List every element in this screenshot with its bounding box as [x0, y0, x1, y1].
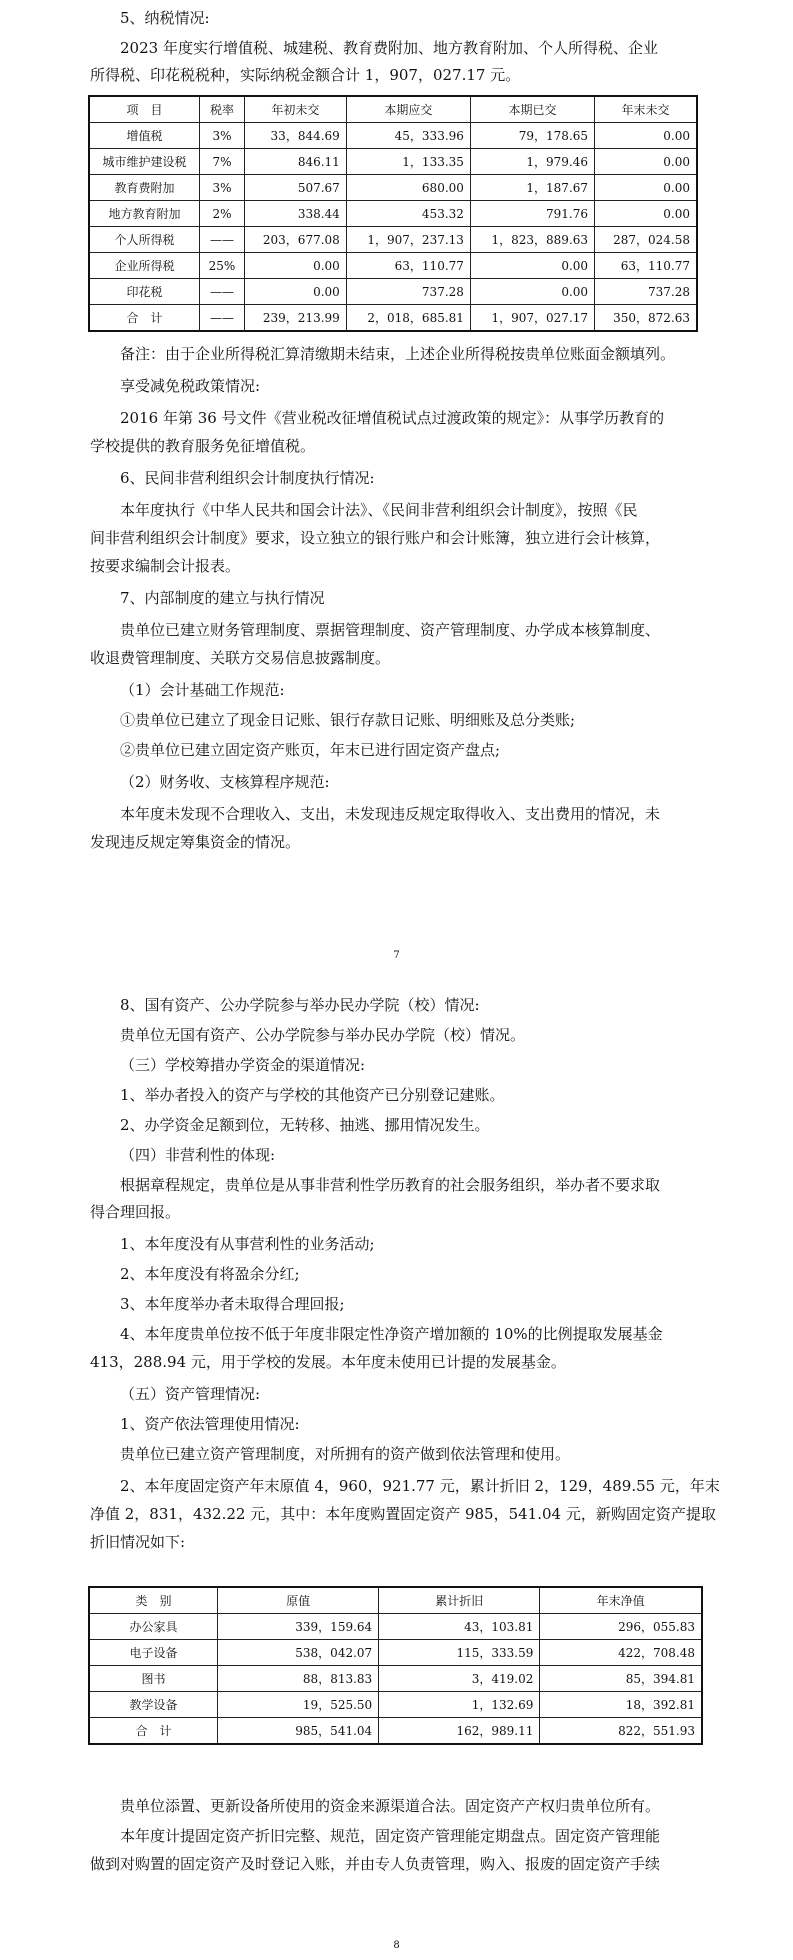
table-cell: 1，133.35: [346, 149, 470, 175]
table-cell: 教育费附加: [89, 175, 199, 201]
table-cell: 1，132.69: [379, 1692, 540, 1718]
section-7-sub-2: （2）财务收、支核算程序规范:: [120, 773, 330, 791]
table-cell: 338.44: [244, 201, 346, 227]
table-cell: 0.00: [470, 253, 594, 279]
section-4-text: 得合理回报。: [90, 1203, 181, 1221]
section-3-heading: （三）学校筹措办学资金的渠道情况:: [120, 1056, 366, 1074]
table-cell: 城市维护建设税: [89, 149, 199, 175]
table-cell: 地方教育附加: [89, 201, 199, 227]
column-header: 年末未交: [595, 96, 697, 123]
table-header-row: [89, 96, 697, 123]
section-5-item: 净值 2，831，432.22 元，其中：本年度购置固定资产 985，541.04 元，新购固定资产提取: [90, 1505, 716, 1523]
table-cell: 3，419.02: [379, 1666, 540, 1692]
section-6-heading: 6、民间非营利组织会计制度执行情况:: [120, 469, 375, 487]
table-cell: 印花税: [89, 279, 199, 305]
column-header: 年末净值: [540, 1587, 702, 1614]
table-cell: 0.00: [470, 279, 594, 305]
page-number: 7: [393, 950, 400, 961]
table-cell: 0.00: [595, 201, 697, 227]
section-4-item: 1、本年度没有从事营利性的业务活动;: [120, 1235, 375, 1253]
table-cell: 507.67: [244, 175, 346, 201]
section-8-heading: 8、国有资产、公办学院参与举办民办学院（校）情况:: [120, 996, 480, 1014]
table-cell: 合 计: [89, 1718, 218, 1745]
section-4-item: 4、本年度贵单位按不低于年度非限定性净资产增加额的 10%的比例提取发展基金: [120, 1325, 663, 1343]
column-header: 年初未交: [244, 96, 346, 123]
page-8: [0, 980, 793, 1960]
table-cell: ——: [199, 305, 244, 332]
table-row: [89, 1640, 702, 1666]
table-row: [89, 253, 697, 279]
table-cell: 79，178.65: [470, 123, 594, 149]
table-cell: ——: [199, 279, 244, 305]
table-cell: 1，907，237.13: [346, 227, 470, 253]
table-cell: ——: [199, 227, 244, 253]
table-row: [89, 1692, 702, 1718]
tax-relief-text: 2016 年第 36 号文件《营业税改征增值税试点过渡政策的规定》：从事学历教育的: [120, 409, 665, 427]
table-cell: 办公家具: [89, 1614, 218, 1640]
table-cell: 350，872.63: [595, 305, 697, 332]
table-cell: 教学设备: [89, 1692, 218, 1718]
table-cell: 63，110.77: [346, 253, 470, 279]
section-6-text: 按要求编制会计报表。: [90, 557, 241, 575]
table-cell: 0.00: [244, 279, 346, 305]
section-5-text: 2023 年度实行增值税、城建税、教育费附加、地方教育附加、个人所得税、企业: [120, 39, 658, 57]
section-3-item: 2、办学资金足额到位，无转移、抽逃、挪用情况发生。: [120, 1116, 490, 1134]
section-5-text: 做到对购置的固定资产及时登记入账，并由专人负责管理，购入、报废的固定资产手续: [90, 1855, 661, 1873]
column-header: 项 目: [89, 96, 199, 123]
table-cell: 737.28: [595, 279, 697, 305]
table-cell: 7%: [199, 149, 244, 175]
section-4-item: 3、本年度举办者未取得合理回报;: [120, 1295, 345, 1313]
section-6-text: 间非营利组织会计制度》要求，设立独立的银行账户和会计账簿，独立进行会计核算，: [90, 529, 661, 547]
table-cell: 33，844.69: [244, 123, 346, 149]
table-cell: 45，333.96: [346, 123, 470, 149]
table-cell: 19，525.50: [218, 1692, 379, 1718]
table-cell: 88，813.83: [218, 1666, 379, 1692]
table-cell: 25%: [199, 253, 244, 279]
section-4-item: 413，288.94 元，用于学校的发展。本年度未使用已计提的发展基金。: [90, 1353, 566, 1371]
table-cell: 3%: [199, 175, 244, 201]
section-7-heading: 7、内部制度的建立与执行情况: [120, 589, 325, 607]
column-header: 原值: [218, 1587, 379, 1614]
column-header: 类 别: [89, 1587, 218, 1614]
table-cell: 1，187.67: [470, 175, 594, 201]
asset-table: [88, 1586, 703, 1745]
table-cell: 增值税: [89, 123, 199, 149]
section-5-text: 贵单位添置、更新设备所使用的资金来源渠道合法。固定资产产权归贵单位所有。: [120, 1797, 661, 1815]
section-8-text: 贵单位无国有资产、公办学院参与举办民办学院（校）情况。: [120, 1026, 526, 1044]
section-5-text: 贵单位已建立资产管理制度，对所拥有的资产做到依法管理和使用。: [120, 1445, 571, 1463]
table-cell: 162，989.11: [379, 1718, 540, 1745]
table-cell: 339，159.64: [218, 1614, 379, 1640]
table-cell: 1，979.46: [470, 149, 594, 175]
table-cell: 422，708.48: [540, 1640, 702, 1666]
section-3-item: 1、举办者投入的资产与学校的其他资产已分别登记建账。: [120, 1086, 505, 1104]
table-cell: 18，392.81: [540, 1692, 702, 1718]
table-cell: 791.76: [470, 201, 594, 227]
table-cell: 2%: [199, 201, 244, 227]
section-4-heading: （四）非营利性的体现:: [120, 1146, 276, 1164]
section-6-text: 本年度执行《中华人民共和国会计法》、《民间非营利组织会计制度》，按照《民: [120, 501, 638, 519]
table-row: [89, 149, 697, 175]
section-7-text: 本年度未发现不合理收入、支出，未发现违反规定取得收入、支出费用的情况，未: [120, 805, 661, 823]
table-row: [89, 279, 697, 305]
table-cell: 0.00: [595, 123, 697, 149]
table-cell: 0.00: [244, 253, 346, 279]
section-5-text: 所得税、印花税税种，实际纳税金额合计 1，907，027.17 元。: [90, 66, 521, 84]
table-cell: 0.00: [595, 175, 697, 201]
section-4-text: 根据章程规定，贵单位是从事非营利性学历教育的社会服务组织，举办者不要求取: [120, 1176, 661, 1194]
column-header: 累计折旧: [379, 1587, 540, 1614]
section-5-item: 1、资产依法管理使用情况:: [120, 1415, 300, 1433]
table-cell: 个人所得税: [89, 227, 199, 253]
section-5-heading: 5、纳税情况:: [120, 9, 210, 27]
table-cell: 1，823，889.63: [470, 227, 594, 253]
table-cell: 538，042.07: [218, 1640, 379, 1666]
table-cell: 239，213.99: [244, 305, 346, 332]
table-cell: 电子设备: [89, 1640, 218, 1666]
tax-table: [88, 95, 698, 332]
table-row: [89, 305, 697, 332]
table-row: [89, 201, 697, 227]
table-row: [89, 1718, 702, 1745]
section-4-item: 2、本年度没有将盈余分红;: [120, 1265, 300, 1283]
table-cell: 203，677.08: [244, 227, 346, 253]
table-header-row: [89, 1587, 702, 1614]
table-cell: 680.00: [346, 175, 470, 201]
table-cell: 图书: [89, 1666, 218, 1692]
table-cell: 287，024.58: [595, 227, 697, 253]
table-cell: 85，394.81: [540, 1666, 702, 1692]
table-cell: 0.00: [595, 149, 697, 175]
table-cell: 43，103.81: [379, 1614, 540, 1640]
table-cell: 63，110.77: [595, 253, 697, 279]
section-5-text: 本年度计提固定资产折旧完整、规范，固定资产管理能定期盘点。固定资产管理能: [120, 1827, 661, 1845]
table-row: [89, 175, 697, 201]
section-5-heading: （五）资产管理情况:: [120, 1385, 261, 1403]
table-cell: 985，541.04: [218, 1718, 379, 1745]
section-7-item: ②贵单位已建立固定资产账页，年末已进行固定资产盘点;: [120, 741, 501, 759]
section-7-text: 发现违反规定筹集资金的情况。: [90, 833, 301, 851]
column-header: 税率: [199, 96, 244, 123]
table-note: 备注：由于企业所得税汇算清缴期未结束，上述企业所得税按贵单位账面金额填列。: [120, 345, 676, 363]
table-row: [89, 123, 697, 149]
table-cell: 737.28: [346, 279, 470, 305]
column-header: 本期应交: [346, 96, 470, 123]
column-header: 本期已交: [470, 96, 594, 123]
tax-relief-heading: 享受减免税政策情况:: [120, 377, 261, 395]
table-cell: 296，055.83: [540, 1614, 702, 1640]
table-cell: 2，018，685.81: [346, 305, 470, 332]
table-cell: 合 计: [89, 305, 199, 332]
table-cell: 115，333.59: [379, 1640, 540, 1666]
table-row: [89, 1666, 702, 1692]
section-7-sub-1: （1）会计基础工作规范:: [120, 681, 285, 699]
page-number: 8: [393, 1940, 400, 1951]
tax-relief-text: 学校提供的教育服务免征增值税。: [90, 437, 316, 455]
section-7-item: ①贵单位已建立了现金日记账、银行存款日记账、明细账及总分类账;: [120, 711, 576, 729]
table-cell: 846.11: [244, 149, 346, 175]
table-cell: 3%: [199, 123, 244, 149]
table-row: [89, 1614, 702, 1640]
section-7-text: 收退费管理制度、关联方交易信息披露制度。: [90, 649, 391, 667]
section-5-item: 折旧情况如下:: [90, 1533, 186, 1551]
table-cell: 453.32: [346, 201, 470, 227]
table-cell: 企业所得税: [89, 253, 199, 279]
section-7-text: 贵单位已建立财务管理制度、票据管理制度、资产管理制度、办学成本核算制度、: [120, 621, 661, 639]
table-cell: 822，551.93: [540, 1718, 702, 1745]
section-5-item: 2、本年度固定资产年末原值 4，960，921.77 元，累计折旧 2，129，489.55 元，年末: [120, 1477, 720, 1495]
table-cell: 1，907，027.17: [470, 305, 594, 332]
table-row: [89, 227, 697, 253]
